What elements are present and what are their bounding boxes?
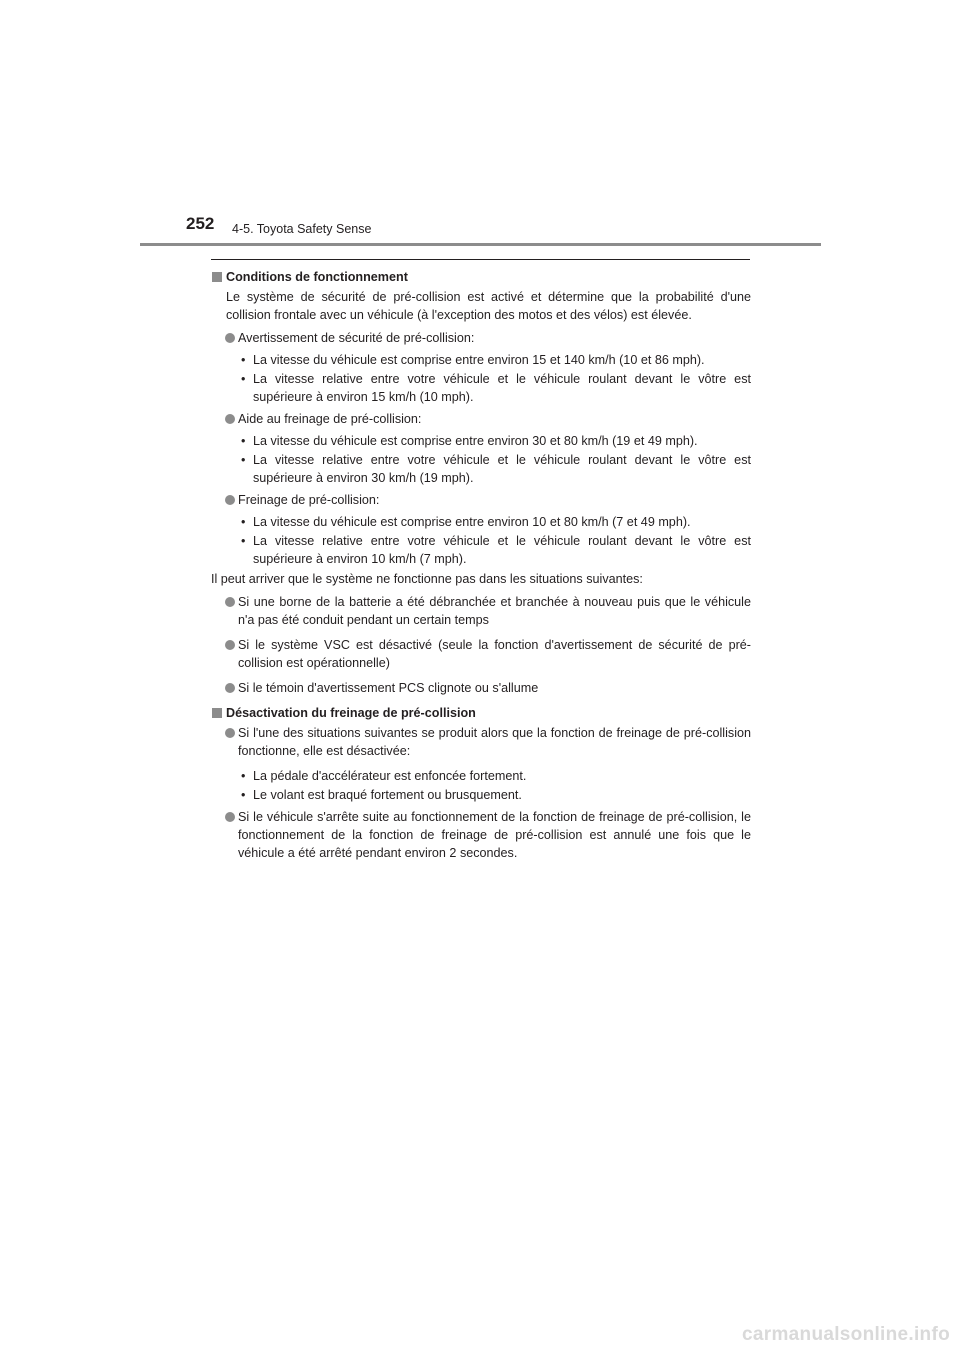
circle-bullet-icon [225,597,235,607]
header-divider [140,243,821,246]
section-heading-conditions [211,268,751,286]
list-item: Si le système VSC est désactivé (seule la fonction d'avertissement de sécurité de pré-collision est opérationnelle) [211,636,751,672]
section-intro: Le système de sécurité de pré-collision est activé et détermine que la probabilité d'une collision frontale avec un véhicule (à l'exception des motos et des vélos) est élevée. [226,290,751,322]
dot-marker-icon: • [241,453,246,467]
dot-marker-icon: • [241,353,246,367]
list-item [211,808,751,862]
list-item-label: Si le véhicule s'arrête suite au fonctionnement de la fonction de freinage de pré-collision, le fonctionnement de la fonction de freinage de pré-collision est annulé une fois que le véhicule a été arrêté pendant environ 2 secondes. [238,810,751,860]
list-item: Si une borne de la batterie a été débranchée et branchée à nouveau puis que le véhicule n'a pas été conduit pendant un certain temps [211,593,751,629]
list-item [211,724,751,760]
circle-bullet-icon [225,683,235,693]
sub-list-item: • La vitesse relative entre votre véhicule et le véhicule roulant devant le vôtre est supérieure à environ 10 km/h (7 mph). [241,534,751,566]
section-note: Il peut arriver que le système ne fonctionne pas dans les situations suivantes: [211,572,643,586]
circle-bullet-icon [225,812,235,822]
dot-marker-icon: • [241,372,246,386]
sub-list-item: • La vitesse relative entre votre véhicule et le véhicule roulant devant le vôtre est supérieure à environ 15 km/h (10 mph). [241,372,751,404]
list-item [211,491,751,509]
list-item-label: Avertissement de sécurité de pré-collision: [238,331,475,345]
page-content [211,268,751,866]
circle-bullet-icon [225,728,235,738]
dot-marker-icon: • [241,534,246,548]
sub-list-item: • La vitesse relative entre votre véhicule et le véhicule roulant devant le vôtre est supérieure à environ 30 km/h (19 mph). [241,453,751,485]
list-item [211,410,751,428]
list-item: Si le témoin d'avertissement PCS clignote ou s'allume [211,679,751,697]
sub-list-item: • Le volant est braqué fortement ou brusquement. [241,788,522,802]
dot-marker-icon: • [241,434,246,448]
section-title: 4-5. Toyota Safety Sense [232,222,372,236]
dot-marker-icon: • [241,788,246,802]
list-item-label: Aide au freinage de pré-collision: [238,412,422,426]
sub-list-item: • La vitesse du véhicule est comprise entre environ 15 et 140 km/h (10 et 86 mph). [241,353,705,367]
circle-bullet-icon [225,333,235,343]
page-header [0,0,960,250]
circle-bullet-icon [225,495,235,505]
sub-list-item: • La pédale d'accélérateur est enfoncée fortement. [241,769,527,783]
circle-bullet-icon [225,640,235,650]
square-bullet-icon [212,272,222,282]
watermark[interactable]: carmanualsonline.info [742,1324,950,1345]
sub-list-item: • La vitesse du véhicule est comprise entre environ 30 et 80 km/h (19 et 49 mph). [241,434,698,448]
section-heading-text: Désactivation du freinage de pré-collision [226,706,476,720]
sub-list-item: • La vitesse du véhicule est comprise entre environ 10 et 80 km/h (7 et 49 mph). [241,515,691,529]
dot-marker-icon: • [241,515,246,529]
section-heading-text: Conditions de fonctionnement [226,270,408,284]
page-number: 252 [186,214,215,233]
section-heading-deactivation [211,704,751,722]
content-divider [211,259,750,260]
dot-marker-icon: • [241,769,246,783]
circle-bullet-icon [225,414,235,424]
square-bullet-icon [212,708,222,718]
list-item-label: Freinage de pré-collision: [238,493,380,507]
list-item [211,329,751,347]
list-item-label: Si l'une des situations suivantes se produit alors que la fonction de freinage de pré-collision fonctionne, elle est désactivée: [238,726,751,758]
